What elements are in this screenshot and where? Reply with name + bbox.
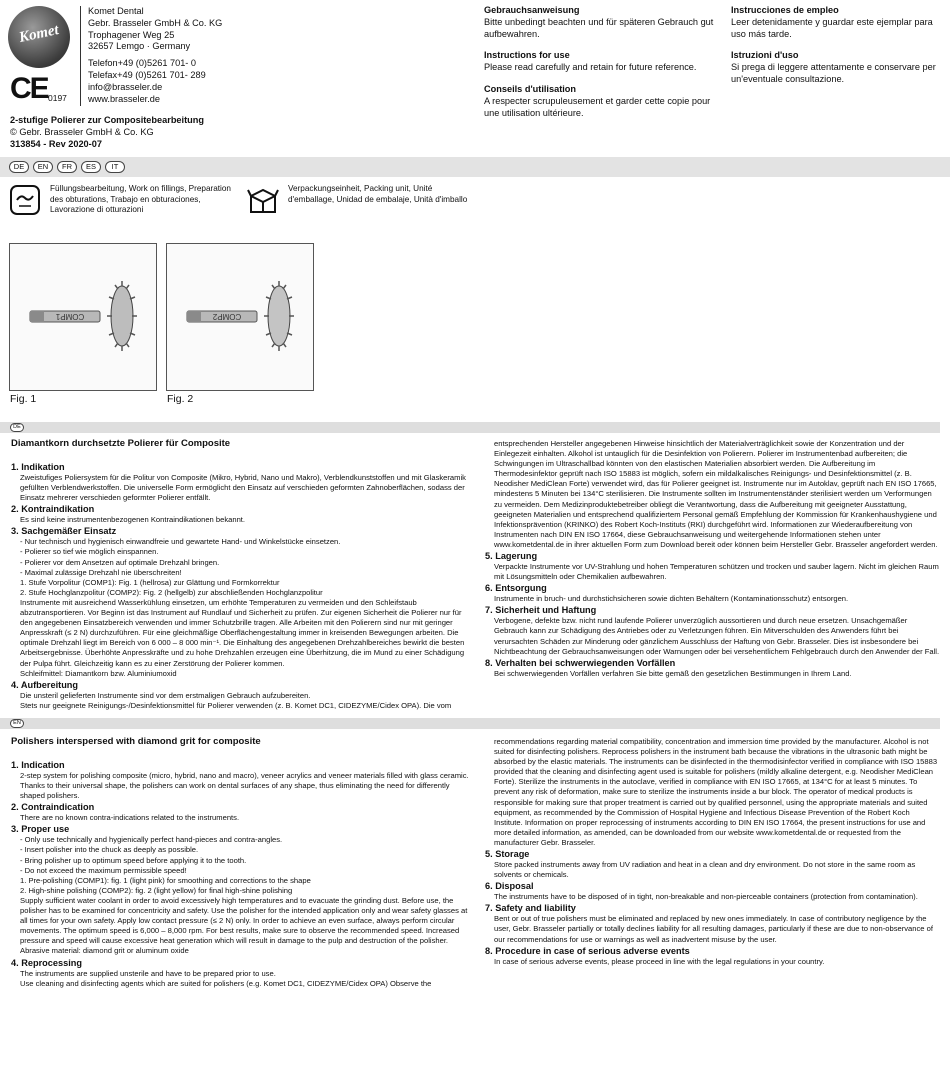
section-paragraph: In case of serious adverse events, please proceed in line with the legal regulations in your country.	[494, 956, 825, 966]
header-divider	[80, 6, 81, 106]
figure-2-image	[166, 243, 314, 391]
section-bar-de	[0, 422, 940, 433]
usage-heading: Conseils d'utilisation	[484, 83, 577, 94]
lang-badge-es: ES	[81, 161, 101, 173]
figure-2-label: COMP2	[212, 312, 242, 321]
section-paragraph: - Only use technically and hygienically perfect hand-pieces and contra-angles.	[20, 835, 283, 845]
section-paragraph: - Polierer vor dem Ansetzen auf optimale Drehzahl bringen.	[20, 557, 220, 567]
ce-mark: CE	[10, 72, 48, 105]
section-heading: 2. Kontraindikation	[11, 504, 95, 515]
lang-badge-en-small: EN	[10, 719, 24, 728]
usage-text: Leer detenidamente y guardar este ejemplar para uso más tarde.	[731, 16, 933, 39]
copyright: © Gebr. Brasseler GmbH & Co. KG	[10, 126, 154, 137]
lang-badge-en: EN	[33, 161, 53, 173]
product-title: 2-stufige Polierer zur Compositebearbeitung	[10, 115, 204, 125]
lang-badge-de-small: DE	[10, 423, 24, 432]
section-paragraph: Instrumente mit ausreichend Wasserkühlung einsetzen, um erhöhte Temperaturen zu vermeiden und den Schleifstaub abzutransportieren. Vor Beginn ist das Instrument auf Rundlauf und Sicherheit zu prüfen. Zur eigenen Sicherheit die Polierer nur für den angegebenen Einsatzbereich verwenden und immer Schutzbrille tragen. Alle Arbeiten mit den Polierern sind nur mit geringer Anpresskraft (≤ 2 N) durchzuführen. Für eine gleichmäßige Oberflächengestaltung immer in kreisenden Bewegungen arbeiten. Die optimale Drehzahl liegt im Bereich von 6 000 – 8 000 min⁻¹. Die Einhaltung des angegebenen Drehzahlbereiches bewirkt die besten Arbeitsergebnisse. Überhöhte Anpresskräfte und zu hohe Drehzahlen erzeugen eine Überhitzung, die im Mund zu einer Schädigung der Pulpa führt. Gleichzeitig kann es zu einer Zerstörung der Polierer kommen.	[20, 597, 465, 668]
section-paragraph: 2. High-shine polishing (COMP2): fig. 2 (light yellow) for final high-shine polishing	[20, 885, 293, 895]
lang-badge-de: DE	[9, 161, 29, 173]
section-paragraph: Die unsteril gelieferten Instrumente sind vor dem erstmaligen Gebrauch aufzubereiten.	[20, 690, 311, 700]
address-line: Trophagener Weg 25	[88, 29, 175, 40]
ce-number: 0197	[48, 93, 67, 103]
section-heading: 4. Aufbereitung	[11, 679, 79, 690]
section-heading: 8. Verhalten bei schwerwiegenden Vorfällen	[485, 657, 676, 668]
section-heading: 5. Lagerung	[485, 551, 538, 562]
section-paragraph: Es sind keine instrumentenbezogenen Kontraindikationen bekannt.	[20, 515, 246, 525]
section-paragraph: - Maximal zulässige Drehzahl nie überschreiten!	[20, 567, 182, 577]
de-column-left	[11, 461, 473, 711]
address-line: Komet Dental	[88, 6, 144, 16]
figure-1-image	[9, 243, 157, 391]
section-paragraph: 1. Stufe Vorpolitur (COMP1): Fig. 1 (hellrosa) zur Glättung und Formkorrektur	[20, 577, 280, 587]
section-paragraph: - Polierer so tief wie möglich einspannen.	[20, 547, 159, 557]
section-paragraph: Abrasive material: diamond grit or aluminum oxide	[20, 946, 189, 956]
section-paragraph: - Nur technisch und hygienisch einwandfreie und gewartete Hand- und Winkelstücke einsetzen.	[20, 537, 341, 547]
section-paragraph: Stets nur geeignete Reinigungs-/Desinfektionsmittel für Polierer verwenden (z. B. Komet DC1, CIDEZYME/Cidex OPA). Die vom	[20, 700, 452, 710]
section-paragraph: 1. Pre-polishing (COMP1): fig. 1 (light pink) for smoothing and corrections to the shape	[20, 875, 311, 885]
section-paragraph: - Bring polisher up to optimum speed before applying it to the tooth.	[20, 855, 247, 865]
phone-line: Telefon+49 (0)5261 701- 0	[88, 58, 197, 69]
en-column-right	[485, 737, 940, 967]
section-paragraph: Verbogene, defekte bzw. nicht rund laufende Polierer unverzüglich aussortieren und durch neue ersetzen. Unsachgemäßer Gebrauch kann zur Schädigung des Antriebes oder zu Verletzungen führen. Ein Mitverschulden des Anwenders führt bei verursachten Schäden zur Minderung oder gänzlichem Ausschluss der Haftung von Gebr. Brasseler. Dies ist insbesondere bei Nichtbeachtung der Gebrauchsanweisungen oder Warnungen oder bei versehentlichem Fehlgebrauch durch den Anwender der Fall.	[494, 616, 940, 656]
usage-notes-col-2	[731, 5, 943, 96]
section-paragraph: Supply sufficient water coolant in order to avoid excessively high temperatures and to evacuate the grinding dust. Before use, the polisher has to be examined for concentricity and safety. Use the polisher for the intended application only and wear safety glasses at all times for your own safety. Apply low contact pressure (≤ 2 N) only. In order to achieve an even surface, always perform circular movements. The optimum speed is 6,000 – 8,000 rpm. For best results, make sure to observe the recommended speed. Increased pressure and speed will cause excessive heat generation which will result in damage to the pulp and destruction of the polisher.	[20, 895, 468, 946]
address-line: 32657 Lemgo · Germany	[88, 41, 191, 52]
section-heading: 1. Indication	[11, 760, 65, 770]
section-heading: 6. Disposal	[485, 881, 534, 892]
section-paragraph: Store packed instruments away from UV radiation and heat in a clean and dry environment. Do not store in the same room as solvents or chemicals.	[494, 860, 916, 880]
section-heading: 7. Safety and liability	[485, 903, 576, 914]
section-heading: 3. Sachgemäßer Einsatz	[11, 526, 117, 537]
usage-notes-col-1	[484, 5, 714, 129]
usage-heading: Instructions for use	[484, 50, 570, 61]
website-link[interactable]: www.brasseler.de	[88, 93, 161, 104]
section-paragraph: The instruments have to be disposed of in tight, non-breakable and non-pierceable containers (protection from contamination).	[494, 892, 918, 902]
usage-heading: Istruzioni d'uso	[731, 50, 799, 61]
address-block	[88, 6, 222, 105]
document-info	[10, 115, 204, 150]
section-heading: 5. Storage	[485, 849, 530, 860]
doc-number: 313854 - Rev 2020-07	[10, 138, 102, 149]
section-paragraph: Bent or out of true polishers must be eliminated and replaced by new ones immediately. In case of contributory negligence by the user, Gebr. Brasseler partially or totally declines liability for all resulting damages, particularly if these are due to non-observance of our recommendations for use or warnings as well as inadvertent misuse by the user.	[494, 914, 933, 944]
fax-line: Telefax+49 (0)5261 701- 289	[88, 69, 206, 80]
usage-text: Please read carefully and retain for future reference.	[484, 62, 697, 73]
section-heading: 2. Contraindication	[11, 802, 95, 813]
section-bar-en	[0, 718, 940, 729]
section-heading: 4. Reprocessing	[11, 957, 82, 968]
section-paragraph: - Do not exceed the maximum permissible speed!	[20, 865, 187, 875]
section-paragraph: - Insert polisher into the chuck as deeply as possible.	[20, 845, 199, 855]
section-paragraph: Bei schwerwiegenden Vorfällen verfahren Sie bitte gemäß den gesetzlichen Bestimmungen in Ihrem Land.	[494, 668, 852, 678]
section-heading: 7. Sicherheit und Haftung	[485, 605, 597, 616]
usage-text: Bitte unbedingt beachten und für späteren Gebrauch gut aufbewahren.	[484, 16, 714, 39]
figure-1-caption: Fig. 1	[10, 393, 37, 405]
figure-1-label: COMP1	[55, 312, 85, 321]
section-heading: 6. Entsorgung	[485, 583, 547, 594]
section-paragraph: 2. Stufe Hochglanzpolitur (COMP2): Fig. 2 (hellgelb) zur abschließenden Hochglanzpolitur	[20, 587, 323, 597]
section-paragraph: 2-step system for polishing composite (micro, hybrid, nano and macro), veneer acrylics and veneer materials filled with glass ceramic. Thanks to their universal shape, the polishers can work on dental surfaces of any shape, thus eliminating the need for differently shaped polishers.	[20, 771, 469, 801]
packing-unit-icon	[247, 184, 279, 216]
section-paragraph: recommendations regarding material compatibility, concentration and immersion time provided by the manufacturer. Alcohol is not suited for disinfecting polishers. Reprocess polishers in the instrument bath because the vibrations in the ultrasonic bath might be absorbed by the elastic materials. The instruments can be disinfected in the thermodisinfector verified in compliance with ISO 15883 provided that the cleaning and disinfecting agent used is suitable for polishers (mildly alkaline detergent, e.g. Neodisher MediClean Forte). Sterilize the instruments in the autoclave, verified in compliance with EN ISO 17665, at 134°C for at least 5 minutes. To prevent any risk of deformation, make sure to sterilize the instruments inside a bur block. The operator of medical products is responsible for making sure that proper treatment is carried out by qualified personnel, using the appropriate materials and suited equipment, as recommended by the Commission of Hospital Hygiene and Infectious Disease Prevention of the Robert Koch Institute. Information on proper reprocessing of instruments according to DIN EN ISO 17664, the present instructions for use and more detailed information, as amended, can be downloaded from our website www.kometdental.de or requested from the manufacturer Gebr. Brasseler.	[494, 737, 938, 847]
language-bar	[0, 157, 950, 177]
section-heading: 8. Procedure in case of serious adverse events	[485, 945, 690, 956]
filling-work-icon	[10, 185, 40, 215]
lang-badge-it: IT	[105, 161, 125, 173]
komet-logo	[8, 6, 70, 68]
figure-2-caption: Fig. 2	[167, 393, 194, 405]
filling-work-text: Füllungsbearbeitung, Work on fillings, Preparation des obturations, Trabajo en obturaciones, Lavorazione di otturazioni	[50, 184, 231, 214]
section-paragraph: Zweistufiges Poliersystem für die Politur von Composite (Mikro, Hybrid, Nano und Makro), Verblendkunststoffen und mit Glaskeramik gefüllten Verblendwerkstoffen. Die universelle Form ermöglicht den Einsatz auf verschieden geformten Zahnoberflächen, sodass der Einsatz mehrerer verschieden geformter Polierer entfällt.	[20, 473, 466, 503]
packing-unit-text: Verpackungseinheit, Packing unit, Unité d'emballage, Unidad de embalaje, Unità d'imballo	[288, 184, 468, 204]
en-column-left	[11, 759, 473, 989]
section-paragraph: entsprechenden Hersteller angegebenen Hinweise hinsichtlich der Materialverträglichkeit sowie der Konzentration und der Einlegezeit einhalten. Alkohol ist untauglich für die Desinfektion von Polierern. Polierer im Instrumentenbad aufbereiten; die Schwingungen im Ultraschallbad könnten von den elastischen Materialien absorbiert werden. Die Aufbereitung im Thermodesinfektor geprüft nach ISO 15883 ist möglich, sofern ein mildalkalisches Reinigungs- und Desinfektionsmittel (z. B. Neodisher MediClean Forte) verwendet wird, das für Polierer geeignet ist. Instrumente nur im Autoklav, geprüft nach EN ISO 17665, mindestens 5 Minuten bei 134°C sterilisieren. Die Instrumente sollten im Instrumentenständer sterilisiert werden um Verformungen zu vermeiden. Dem Medizinproduktebetreiber obliegt die Verantwortung, dass die Aufbereitung mit geeigneter Ausstattung, geeigneten Materialien und entsprechend qualifiziertem Personal gemäß Empfehlung der Kommission für Krankenhaushygiene und Infektionsprävention (KRINKO) des Robert Koch-Instituts (RKI) durchgeführt wird. Informationen zur Wiederaufbereitung von Instrumenten nach DIN EN ISO 17664, diese Gebrauchsanweisung und weitergehende Informationen stehen unter www.kometdental.de in ihrer aktuellen Form zum Download bereit oder können beim Hersteller Gebr. Brasseler angefordert werden.	[494, 439, 938, 549]
section-paragraph: Use cleaning and disinfecting agents which are suited for polishers (e.g. Komet DC1, CIDEZYME/Cidex OPA) Observe the	[20, 978, 432, 988]
usage-text: Si prega di leggere attentamente e conservare per un'eventuale consultazione.	[731, 62, 936, 84]
section-paragraph: There are no known contra-indications related to the instruments.	[20, 813, 240, 823]
section-paragraph: Verpackte Instrumente vor UV-Strahlung und hohen Temperaturen schützen und trocken und sauber lagern. Nicht im gleichen Raum mit Lösungsmitteln oder Chemikalien aufbewahren.	[494, 562, 939, 582]
section-paragraph: Instrumente in bruch- und durchstichsicheren sowie dichten Behältern (Kontaminationsschutz) entsorgen.	[494, 594, 849, 604]
section-paragraph: The instruments are supplied unsterile and have to be prepared prior to use.	[20, 968, 276, 978]
lang-badge-fr: FR	[57, 161, 77, 173]
section-heading: 1. Indikation	[11, 462, 65, 472]
address-line: Gebr. Brasseler GmbH & Co. KG	[88, 17, 223, 28]
logo-text: Komet	[17, 22, 61, 46]
email-link[interactable]: info@brasseler.de	[88, 81, 163, 92]
section-title-de: Diamantkorn durchsetzte Polierer für Composite	[11, 438, 231, 449]
section-heading: 3. Proper use	[11, 824, 70, 835]
usage-heading: Instrucciones de empleo	[731, 5, 839, 15]
de-column-right	[485, 439, 940, 679]
section-title-en: Polishers interspersed with diamond grit for composite	[11, 736, 261, 747]
usage-heading: Gebrauchsanweisung	[484, 5, 580, 15]
section-paragraph: Schleifmittel: Diamantkorn bzw. Aluminiumoxid	[20, 668, 177, 678]
usage-text: A respecter scrupuleusement et garder cette copie pour une utilisation ultérieure.	[484, 95, 711, 118]
